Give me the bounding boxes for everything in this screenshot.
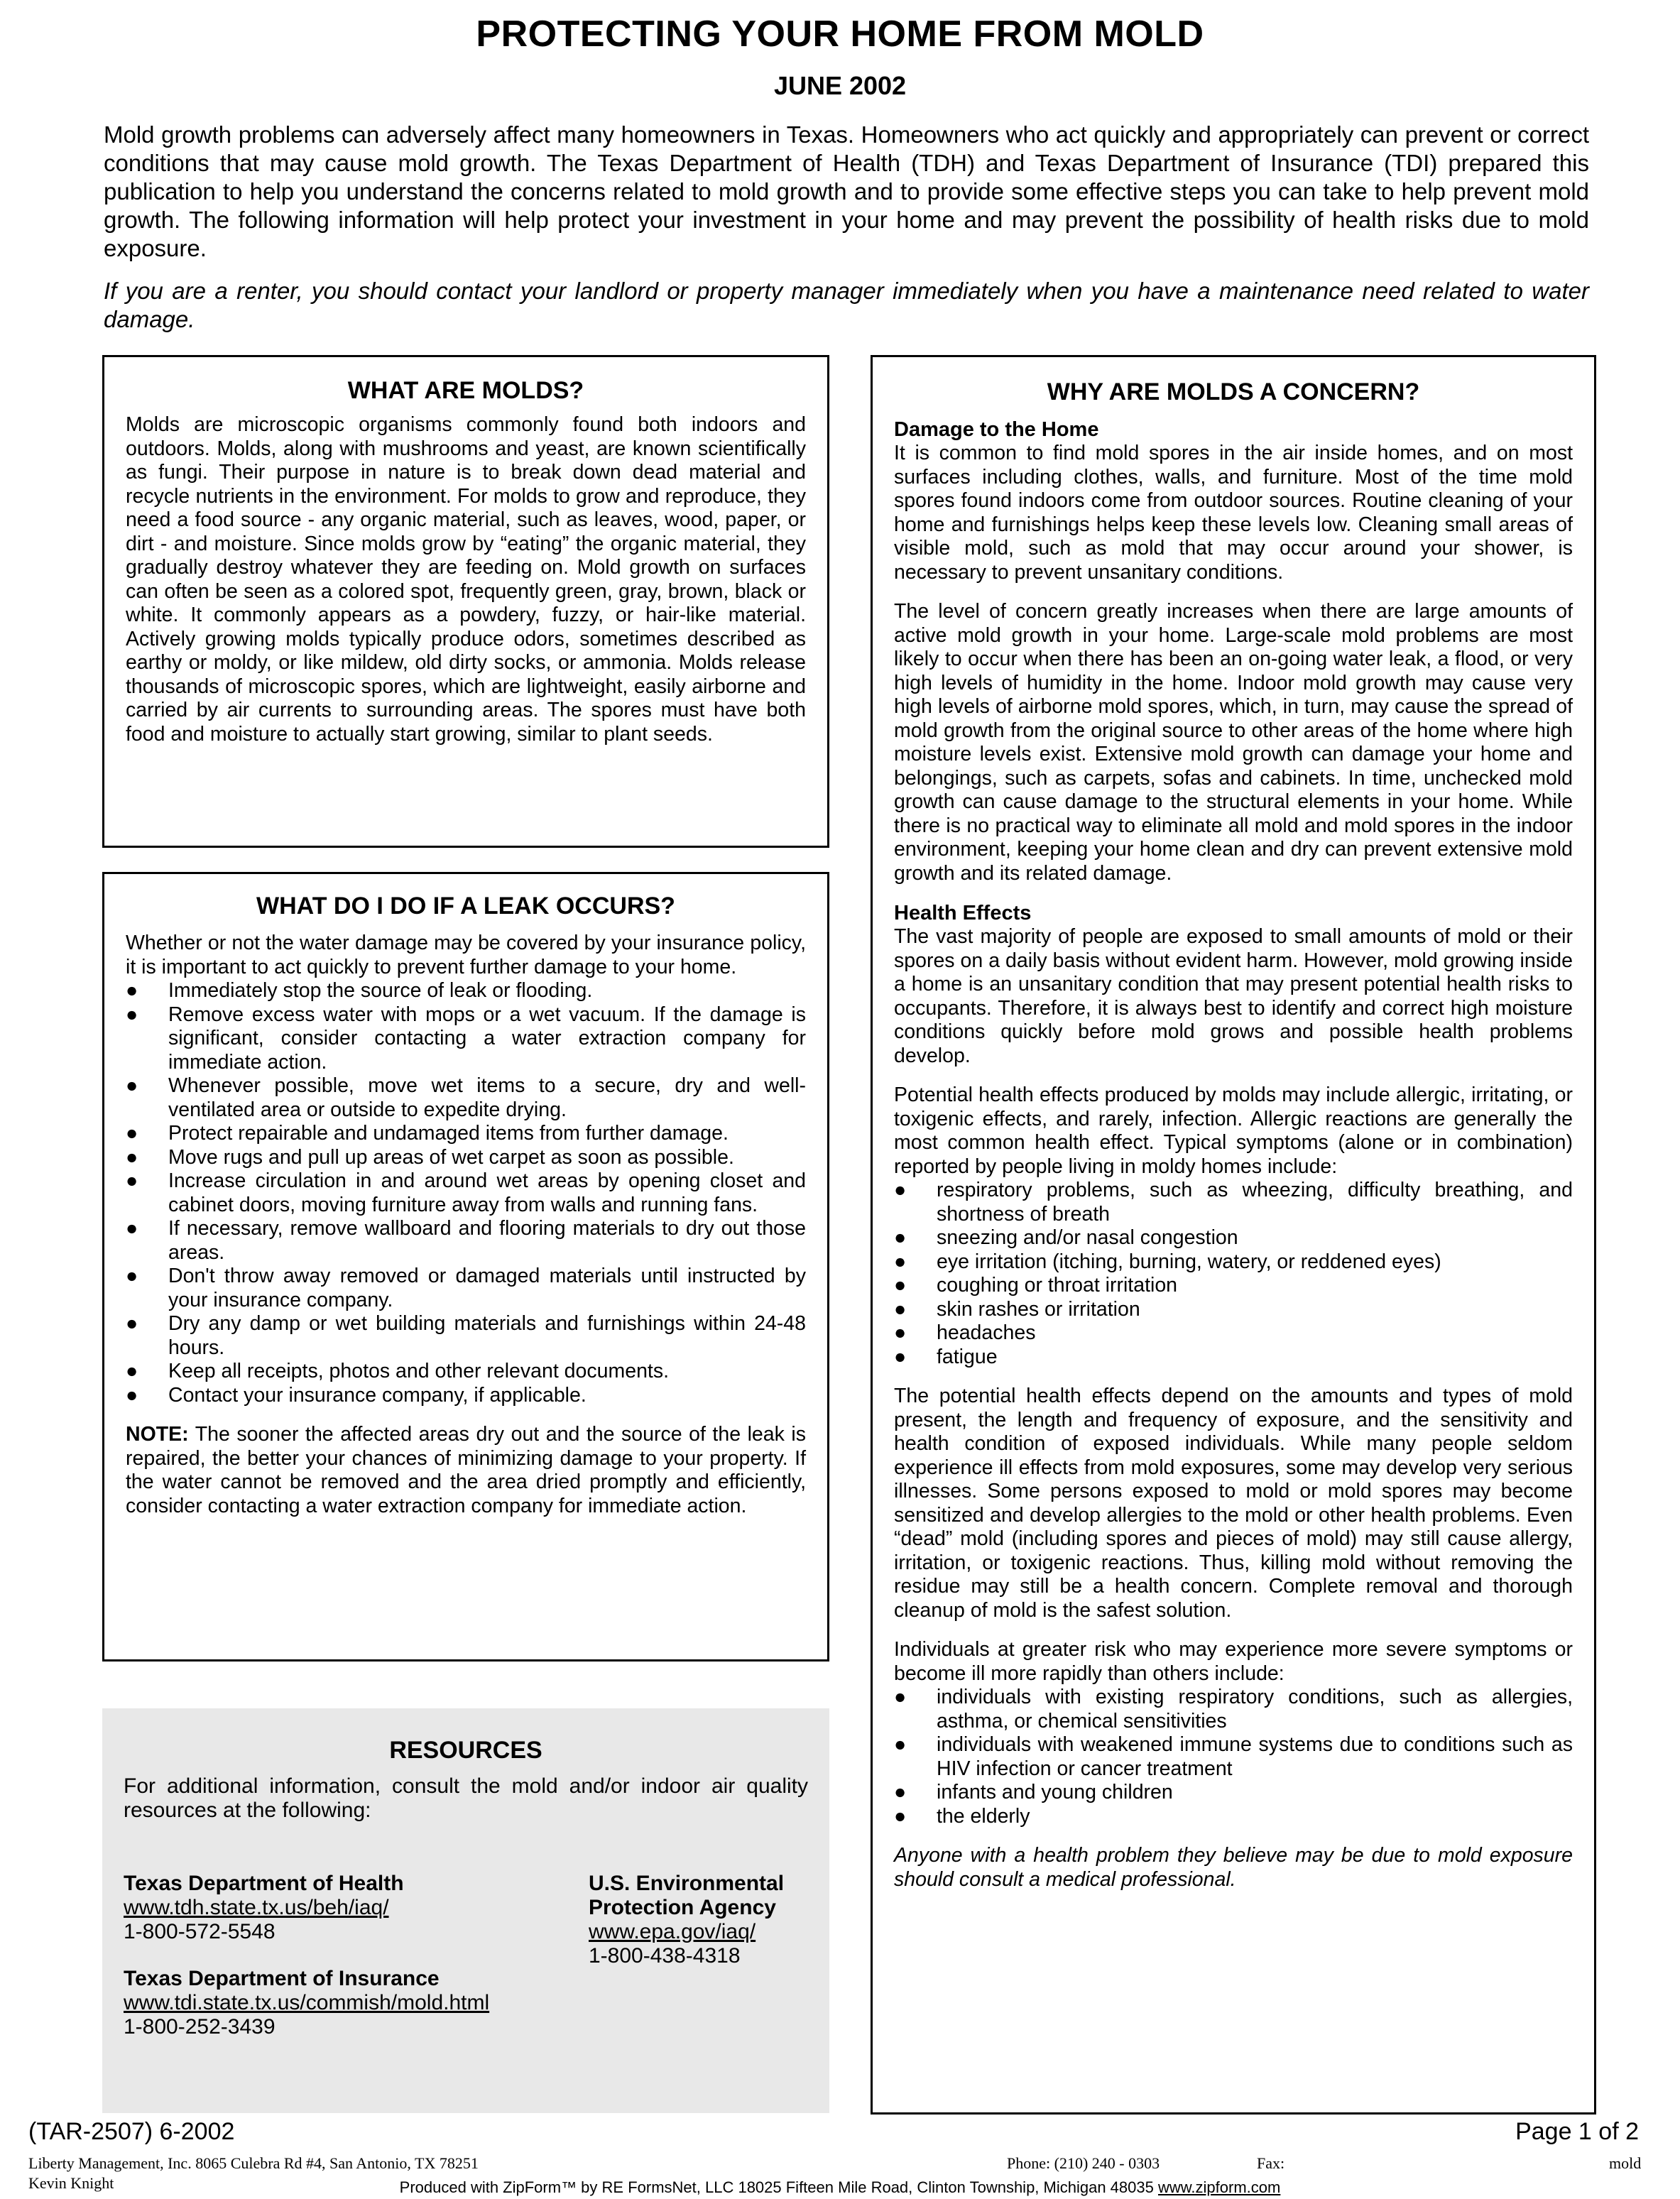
list-item: ● the elderly (894, 1804, 1030, 1828)
bullet-icon: ● (894, 1733, 907, 1756)
bullet-icon: ● (126, 1169, 138, 1192)
list-item: ● Immediately stop the source of leak or flooding. (126, 979, 593, 1002)
list-item: ● sneezing and/or nasal congestion (894, 1226, 1238, 1249)
resources-intro: For additional information, consult the mold and/or indoor air quality resources at the following: (124, 1774, 808, 1822)
note-text: The sooner the affected areas dry out and the source of the leak is repaired, the better your chances of minimizing damage to your property. If the water cannot be removed and the area dried promptly and efficiently, consider contacting a water extraction company for immediate action. (126, 1423, 806, 1517)
bullet-icon: ● (126, 1145, 138, 1169)
tdi-name: Texas Department of Insurance (124, 1967, 440, 1990)
tdh-name: Texas Department of Health (124, 1872, 404, 1895)
risk-groups-list (894, 1686, 1573, 1828)
health-paragraph-4: Individuals at greater risk who may experience more severe symptoms or become ill more rapidly than others include: (894, 1638, 1573, 1685)
bullet-icon: ● (126, 1265, 138, 1287)
bullet-icon: ● (894, 1274, 907, 1297)
tdh-phone: 1-800-572-5548 (124, 1920, 276, 1943)
tdi-phone: 1-800-252-3439 (124, 2015, 276, 2039)
closing-note: Anyone with a health problem they believe may be due to mold exposure should consult a medical professional. (894, 1844, 1573, 1891)
list-item: ● Whenever possible, move wet items to a secure, dry and well-ventilated area or outside to expedite drying. (126, 1074, 806, 1121)
health-paragraph-3: The potential health effects depend on the amounts and types of mold present, the length and frequency of exposure, and the sensitivity and health condition of exposed individuals. While many people seldom experience ill effects from mold exposures, some may develop very serious illnesses. Some persons exposed to mold or mold spores may become sensitized and develop allergies to the mold or other health problems. Even “dead” mold (including spores and pieces of mold) may still cause allergy, irritation, or toxigenic reactions. Thus, killing mold without removing the residue may still be a health concern. Complete removal and thorough cleanup of mold is the safest solution. (894, 1385, 1573, 1622)
leak-title: WHAT DO I DO IF A LEAK OCCURS? (256, 893, 675, 920)
leak-steps-list (126, 979, 806, 1407)
bullet-icon: ● (126, 1122, 138, 1145)
what-are-molds-title: WHAT ARE MOLDS? (347, 377, 584, 404)
produced-with (0, 2178, 1680, 2197)
note-label: NOTE: (126, 1423, 189, 1446)
bullet-icon: ● (894, 1686, 907, 1708)
form-id: (TAR-2507) 6-2002 (28, 2118, 235, 2145)
bullet-icon: ● (126, 1217, 138, 1240)
bullet-icon: ● (894, 1226, 907, 1249)
bullet-icon: ● (894, 1179, 907, 1201)
bullet-icon: ● (894, 1804, 907, 1828)
bullet-icon: ● (894, 1345, 907, 1368)
list-item: ● Increase circulation in and around wet areas by opening closet and cabinet doors, moving furniture away from walls and running fans. (126, 1169, 806, 1216)
intro-paragraph: Mold growth problems can adversely affect many homeowners in Texas. Homeowners who act quickly and appropriately can prevent or correct conditions that may cause mold growth. The Texas Department of Health (TDH) and Texas Department of Insurance (TDI) prepared this publication to help you understand the concerns related to mold growth and to provide some effective steps you can take to help prevent mold growth. The following information will help protect your investment in your home and may prevent the possibility of health risks due to mold exposure. (104, 121, 1589, 261)
epa-name-2: Protection Agency (589, 1896, 776, 1919)
list-item: ● individuals with weakened immune systems due to conditions such as HIV infection or cancer treatment (894, 1733, 1573, 1780)
concern-title: WHY ARE MOLDS A CONCERN? (1047, 378, 1420, 405)
health-paragraph-2: Potential health effects produced by molds may include allergic, irritating, or toxigenic effects, and rarely, infection. Allergic reactions are generally the most common health effect. Typical symptoms (alone or in combination) reported by people living in moldy homes include: (894, 1084, 1573, 1178)
list-item: ● Contact your insurance company, if applicable. (126, 1383, 587, 1407)
resource-tdh (124, 1872, 404, 1944)
list-item: ● infants and young children (894, 1781, 1173, 1804)
resource-epa (589, 1872, 784, 1968)
agent-name: Kevin Knight (28, 2174, 114, 2192)
what-are-molds-text: Molds are microscopic organisms commonly found both indoors and outdoors. Molds, along with mushrooms and yeast, are known scientifically as fungi. Their purpose in nature is to break down dead material and recycle nutrients in the environment. For molds to grow and reproduce, they need a food source - any organic material, such as leaves, wood, paper, or dirt - and moisture. Since molds grow by “eating” the organic material, they gradually destroy whatever they are feeding on. Mold growth on surfaces can often be seen as a colored spot, frequently green, gray, brown, black or white. It commonly appears as a powdery, fuzzy, or hair-like material. Actively growing molds typically produce odors, sometimes described as earthy or moldy, or like mildew, old dirty socks, or ammonia. Molds release thousands of microscopic spores, which are lightweight, easily airborne and carried by air currents to surrounding areas. The spores must have both food and moisture to actually start growing, similar to plant seeds. (126, 413, 806, 746)
company-address: Liberty Management, Inc. 8065 Culebra Rd #4, San Antonio, TX 78251 (28, 2154, 479, 2172)
list-item: ● Move rugs and pull up areas of wet carpet as soon as possible. (126, 1145, 734, 1169)
list-item: ● eye irritation (itching, burning, watery, or reddened eyes) (894, 1250, 1441, 1273)
list-item: ● Remove excess water with mops or a wet vacuum. If the damage is significant, consider contacting a water extraction company for immediate action. (126, 1003, 806, 1074)
bullet-icon: ● (126, 1074, 138, 1097)
list-item: ● individuals with existing respiratory conditions, such as allergies, asthma, or chemical sensitivities (894, 1686, 1573, 1733)
renter-note: If you are a renter, you should contact your landlord or property manager immediately when you have a maintenance need related to water damage. (104, 278, 1589, 332)
concern-box (871, 355, 1596, 2115)
page-number: Page 1 of 2 (1515, 2118, 1639, 2145)
list-item: ● Protect repairable and undamaged items from further damage. (126, 1122, 729, 1145)
bullet-icon: ● (126, 979, 138, 1002)
health-heading: Health Effects (894, 902, 1032, 924)
resources-box (102, 1708, 829, 2113)
tdi-link[interactable]: www.tdi.state.tx.us/commish/mold.html (124, 1991, 490, 2014)
list-item: ● coughing or throat irritation (894, 1274, 1178, 1297)
document-name: mold (1609, 2154, 1642, 2172)
damage-paragraph-2: The level of concern greatly increases when there are large amounts of active mold growth in your home. Large-scale mold problems are most likely to occur when there has been an on-going water leak, a flood, or very high levels of humidity in the home. Indoor mold growth may cause very high levels of airborne mold spores, which, in turn, may cause the spread of mold growth from the original source to other areas of the home where high moisture levels exist. Extensive mold growth can damage your home and belongings, such as carpets, sofas and cabinets. In time, unchecked mold growth can cause damage to the structural elements in your home. While there is no practical way to eliminate all mold and mold spores in the indoor environment, keeping your home clean and dry can prevent extensive mold growth and its related damage. (894, 600, 1573, 885)
produced-text: Produced with ZipForm™ by RE FormsNet, LLC 18025 Fifteen Mile Road, Clinton Township, Michigan 48035 (399, 2178, 1154, 2196)
list-item: ● Keep all receipts, photos and other relevant documents. (126, 1360, 670, 1382)
list-item: ● Don't throw away removed or damaged materials until instructed by your insurance company. (126, 1265, 806, 1311)
leak-intro: Whether or not the water damage may be covered by your insurance policy, it is important to act quickly to prevent further damage to your home. (126, 932, 806, 978)
leak-box (102, 872, 829, 1661)
bullet-icon: ● (894, 1321, 907, 1344)
list-item: ● skin rashes or irritation (894, 1297, 1140, 1321)
bullet-icon: ● (126, 1360, 138, 1382)
bullet-icon: ● (894, 1781, 907, 1804)
list-item: ● Dry any damp or wet building materials and furnishings within 24-48 hours. (126, 1312, 806, 1359)
leak-note (126, 1423, 806, 1518)
damage-heading: Damage to the Home (894, 418, 1099, 441)
zipform-link[interactable]: www.zipform.com (1157, 2178, 1281, 2196)
list-item: ● fatigue (894, 1345, 998, 1368)
bullet-icon: ● (126, 1003, 138, 1026)
symptoms-list (894, 1179, 1573, 1369)
what-are-molds-box (102, 355, 829, 848)
epa-link[interactable]: www.epa.gov/iaq/ (589, 1920, 756, 1943)
bullet-icon: ● (126, 1312, 138, 1335)
bullet-icon: ● (126, 1383, 138, 1407)
list-item: ● respiratory problems, such as wheezing, difficulty breathing, and shortness of breath (894, 1179, 1573, 1226)
health-paragraph-1: The vast majority of people are exposed to small amounts of mold or their spores on a daily basis without evident harm. However, mold growing inside a home is an unsanitary condition that may present potential health risks to occupants. Therefore, it is always best to identify and correct high moisture conditions quickly before mold grows and possible health problems develop. (894, 925, 1573, 1067)
tdh-link[interactable]: www.tdh.state.tx.us/beh/iaq/ (124, 1896, 389, 1919)
company-fax: Fax: (1257, 2154, 1285, 2172)
bullet-icon: ● (894, 1250, 907, 1273)
list-item: ● If necessary, remove wallboard and flooring materials to dry out those areas. (126, 1217, 806, 1264)
document-date: JUNE 2002 (773, 71, 907, 100)
epa-name-1: U.S. Environmental (589, 1872, 785, 1895)
company-phone: Phone: (210) 240 - 0303 (1007, 2154, 1160, 2172)
bullet-icon: ● (894, 1297, 907, 1321)
damage-paragraph-1: It is common to find mold spores in the air inside homes, and on most surfaces including clothes, walls, and furniture. Most of the time mold spores found indoors come from outdoor sources. Routine cleaning of your home and furnishings helps keep these levels low. Cleaning small areas of visible mold, such as mold that may occur around your shower, is necessary to prevent unsanitary conditions. (894, 442, 1573, 584)
resources-title: RESOURCES (389, 1737, 542, 1764)
resource-tdi (124, 1967, 489, 2039)
document-title: PROTECTING YOUR HOME FROM MOLD (476, 13, 1204, 55)
list-item: ● headaches (894, 1321, 1036, 1344)
epa-phone: 1-800-438-4318 (589, 1944, 741, 1968)
